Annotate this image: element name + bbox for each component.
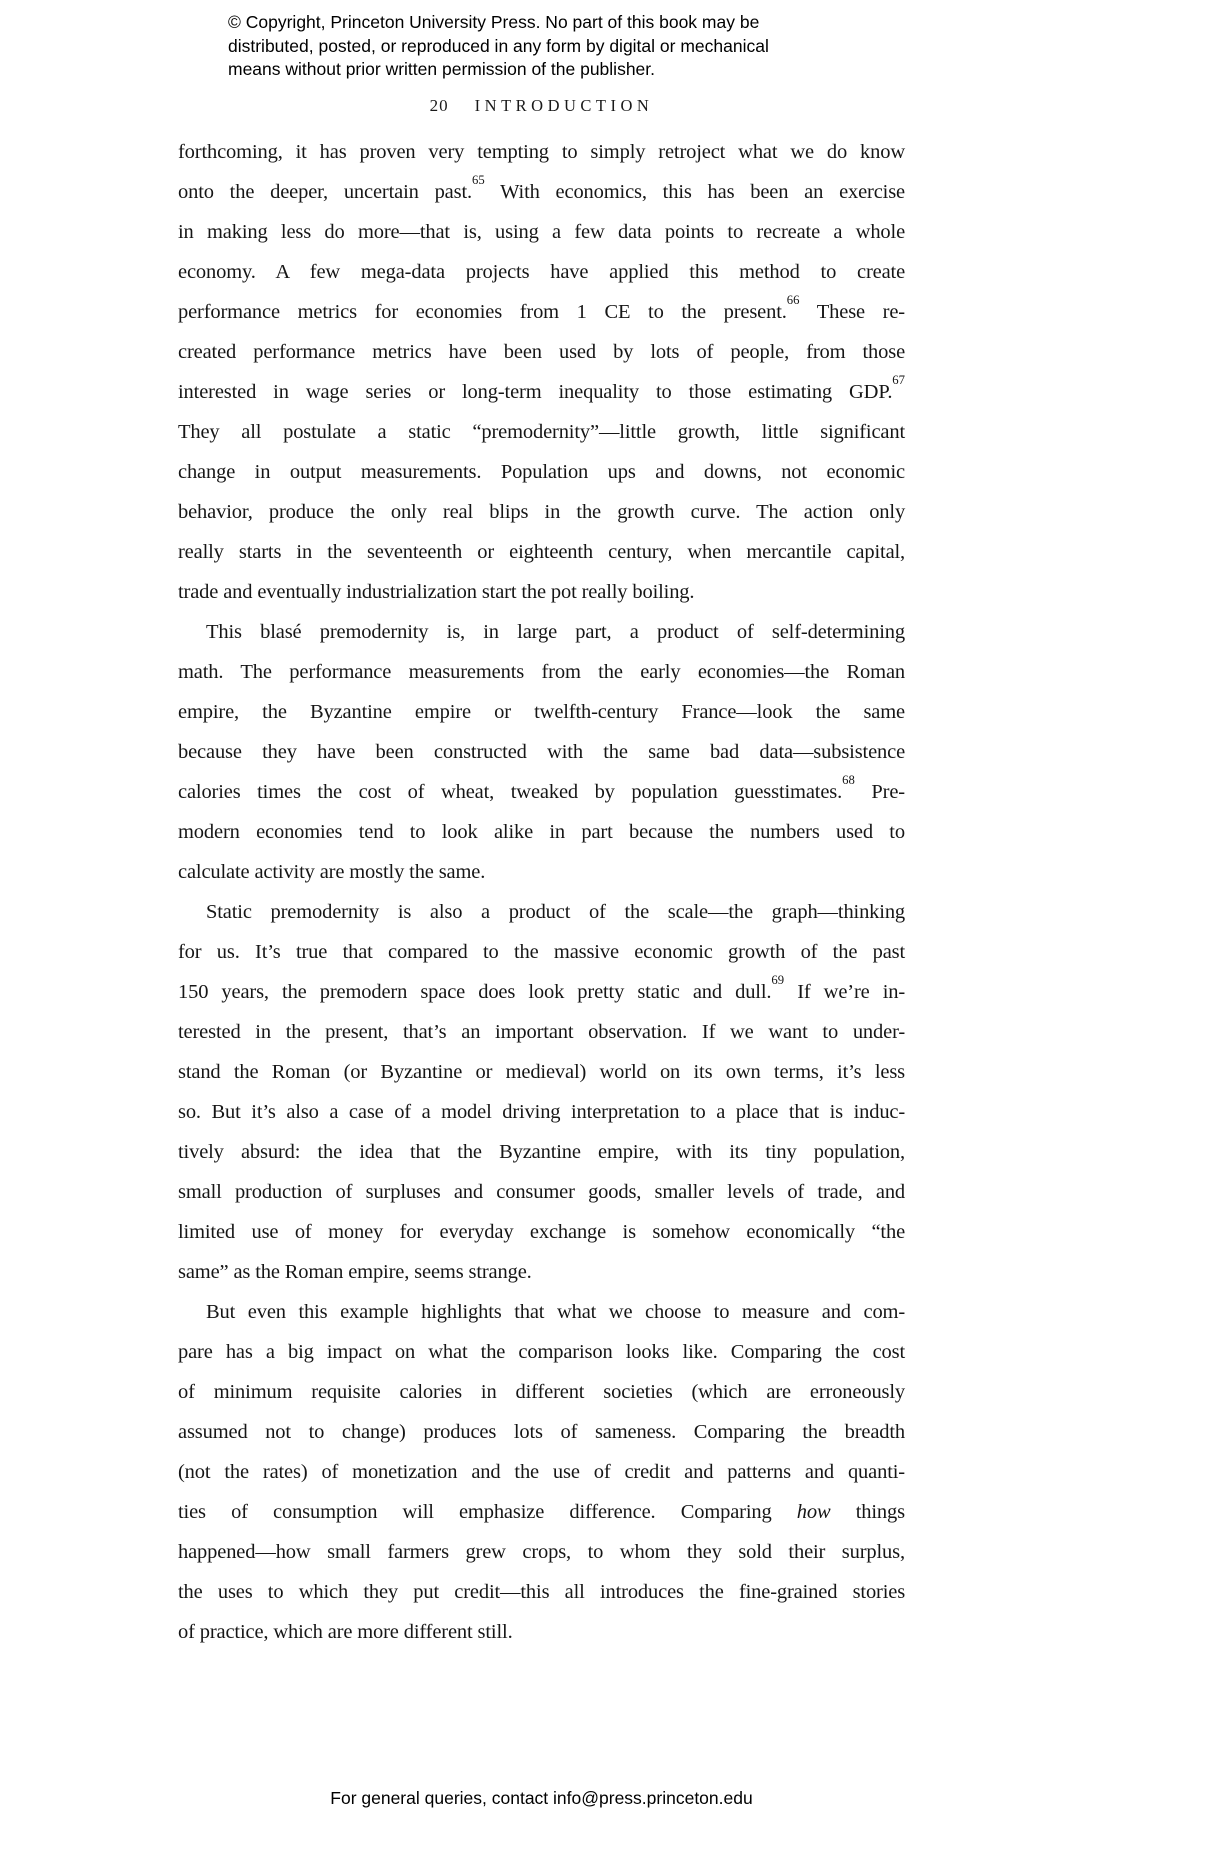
text-line bbox=[178, 1492, 905, 1532]
text-line bbox=[178, 1372, 905, 1412]
text-line bbox=[178, 492, 905, 532]
text-run: things bbox=[830, 1501, 905, 1523]
text-line bbox=[178, 132, 905, 172]
text-run: Pre- bbox=[854, 781, 905, 803]
footer-query-line: For general queries, contact info@press.princeton.edu bbox=[330, 1788, 753, 1808]
text-run: small production of surpluses and consumer goods, smaller levels of trade, and bbox=[178, 1181, 906, 1203]
text-run: created performance metrics have been used by lots of people, from those bbox=[178, 341, 906, 363]
text-run: 150 years, the premodern space does look pretty static and dull. bbox=[178, 981, 772, 1003]
text-run: calories times the cost of wheat, tweaked by population guesstimates. bbox=[178, 781, 843, 803]
text-line bbox=[178, 292, 905, 332]
text-run: This blasé premodernity is, in large part, a product of self-determining bbox=[206, 621, 905, 643]
text-run: These re- bbox=[799, 301, 905, 323]
text-line bbox=[178, 1252, 905, 1292]
text-run: for us. It’s true that compared to the massive economic growth of the past bbox=[178, 941, 906, 963]
text-run: in making less do more—that is, using a few data points to recreate a whole bbox=[178, 221, 906, 243]
text-run: empire, the Byzantine empire or twelfth-century France—look the same bbox=[178, 701, 905, 723]
copyright-line: distributed, posted, or reproduced in any form by digital or mechanical bbox=[228, 35, 769, 56]
text-run: modern economies tend to look alike in part because the numbers used to bbox=[178, 821, 905, 843]
text-line bbox=[178, 1052, 905, 1092]
text-line bbox=[178, 412, 905, 452]
paragraph bbox=[178, 612, 905, 892]
text-line bbox=[178, 532, 905, 572]
text-run: same” as the Roman empire, seems strange. bbox=[178, 1261, 532, 1283]
text-line bbox=[178, 892, 905, 932]
paragraph bbox=[178, 892, 905, 1292]
text-line bbox=[178, 972, 905, 1012]
copyright-line: means without prior written permission of the publisher. bbox=[228, 59, 656, 79]
text-line bbox=[178, 332, 905, 372]
text-line bbox=[178, 372, 905, 412]
text-run: They all postulate a static “premodernity”—little growth, little significant bbox=[178, 421, 906, 443]
copyright-notice bbox=[228, 11, 769, 82]
text-run: But even this example highlights that what we choose to measure and com- bbox=[206, 1301, 906, 1323]
running-head-title: INTRODUCTION bbox=[474, 96, 654, 115]
text-line bbox=[178, 1172, 905, 1212]
text-line bbox=[178, 1532, 905, 1572]
paragraph bbox=[178, 1292, 905, 1652]
text-line bbox=[178, 1412, 905, 1452]
text-run: interested in wage series or long-term inequality to those estimating GDP. bbox=[178, 381, 893, 403]
footnote-ref: 65 bbox=[471, 172, 485, 187]
text-line bbox=[178, 1132, 905, 1172]
text-line bbox=[178, 772, 905, 812]
running-head bbox=[178, 96, 905, 116]
text-run: really starts in the seventeenth or eighteenth century, when mercantile capital, bbox=[178, 541, 906, 563]
text-run: calculate activity are mostly the same. bbox=[178, 861, 486, 883]
text-run: (not the rates) of monetization and the use of credit and patterns and quanti- bbox=[178, 1461, 905, 1483]
footnote-ref: 68 bbox=[842, 772, 855, 787]
text-line bbox=[178, 212, 905, 252]
text-line bbox=[178, 1612, 905, 1652]
text-run: trade and eventually industrialization start the pot really boiling. bbox=[178, 581, 695, 603]
text-run: ties of consumption will emphasize difference. Comparing bbox=[178, 1501, 797, 1523]
text-run: stand the Roman (or Byzantine or medieval) world on its own terms, it’s less bbox=[178, 1061, 905, 1083]
text-line bbox=[178, 452, 905, 492]
text-line bbox=[178, 1332, 905, 1372]
text-line bbox=[178, 652, 905, 692]
text-run: of minimum requisite calories in different societies (which are erroneously bbox=[178, 1381, 906, 1403]
text-run: happened—how small farmers grew crops, to whom they sold their surplus, bbox=[178, 1541, 905, 1563]
text-run: terested in the present, that’s an important observation. If we want to under- bbox=[178, 1021, 906, 1043]
text-run: If we’re in- bbox=[784, 981, 906, 1003]
text-line bbox=[178, 1452, 905, 1492]
text-line bbox=[178, 572, 905, 612]
text-run: of practice, which are more different still. bbox=[178, 1621, 513, 1643]
text-line bbox=[178, 732, 905, 772]
text-line bbox=[178, 252, 905, 292]
emphasis-text: how bbox=[796, 1501, 831, 1523]
text-run: economy. A few mega-data projects have applied this method to create bbox=[178, 261, 906, 283]
text-run: With economics, this has been an exercise bbox=[484, 181, 906, 203]
text-line bbox=[178, 812, 905, 852]
text-run: the uses to which they put credit—this all introduces the fine-grained stories bbox=[178, 1581, 906, 1603]
text-run: pare has a big impact on what the comparison looks like. Comparing the cost bbox=[178, 1341, 906, 1363]
text-run: forthcoming, it has proven very tempting to simply retroject what we do know bbox=[178, 141, 906, 163]
footnote-ref: 66 bbox=[786, 292, 800, 307]
page-number: 20 bbox=[429, 96, 449, 115]
text-line bbox=[178, 932, 905, 972]
text-line bbox=[178, 1012, 905, 1052]
text-line bbox=[178, 1572, 905, 1612]
text-line bbox=[178, 692, 905, 732]
text-line bbox=[178, 852, 905, 892]
text-run: tively absurd: the idea that the Byzantine empire, with its tiny population, bbox=[178, 1141, 905, 1163]
text-run: Static premodernity is also a product of the scale—the graph—thinking bbox=[206, 901, 906, 923]
text-run: so. But it’s also a case of a model driving interpretation to a place that is induc- bbox=[178, 1101, 906, 1123]
footnote-ref: 67 bbox=[892, 372, 905, 387]
text-run: assumed not to change) produces lots of sameness. Comparing the breadth bbox=[178, 1421, 906, 1443]
text-run: change in output measurements. Population ups and downs, not economic bbox=[178, 461, 905, 483]
text-line bbox=[178, 612, 905, 652]
paragraph bbox=[178, 132, 905, 612]
footnote-ref: 69 bbox=[771, 972, 785, 987]
copyright-line: © Copyright, Princeton University Press. No part of this book may be bbox=[228, 12, 760, 32]
text-line bbox=[178, 1092, 905, 1132]
text-line bbox=[178, 1212, 905, 1252]
text-run: onto the deeper, uncertain past. bbox=[178, 181, 472, 203]
text-run: because they have been constructed with the same bad data—subsistence bbox=[178, 741, 906, 763]
text-run: performance metrics for economies from 1 CE to the present. bbox=[178, 301, 787, 323]
text-line bbox=[178, 1292, 905, 1332]
body-text bbox=[178, 132, 905, 1652]
text-run: math. The performance measurements from the early economies—the Roman bbox=[178, 661, 905, 683]
text-run: behavior, produce the only real blips in the growth curve. The action only bbox=[178, 501, 906, 523]
text-line bbox=[178, 172, 905, 212]
text-run: limited use of money for everyday exchange is somehow economically “the bbox=[178, 1221, 906, 1243]
